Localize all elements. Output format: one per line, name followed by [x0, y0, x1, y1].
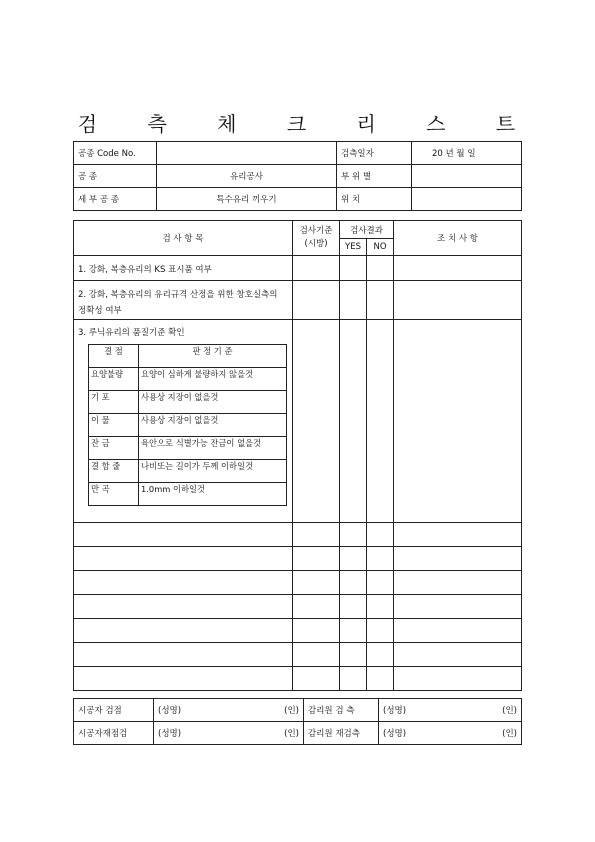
action-cell[interactable] — [394, 667, 522, 691]
header-row-code — [74, 142, 522, 165]
part-label: 부 위 별 — [337, 165, 412, 188]
defect-criteria: 요양이 심하게 불량하지 않을것 — [139, 368, 287, 391]
col-action-header: 조 치 사 항 — [394, 221, 522, 256]
item-cell[interactable] — [74, 667, 293, 691]
check-item-2: 2. 강화, 복층유리의 유리규격 산정을 위한 창호실측의 정확성 여부 — [74, 281, 293, 320]
quality-row — [89, 483, 287, 506]
item-cell[interactable] — [74, 571, 293, 595]
quality-row — [89, 437, 287, 460]
part-value[interactable] — [412, 165, 522, 188]
col-standard-header — [293, 221, 340, 256]
quality-row — [89, 391, 287, 414]
quality-row — [89, 368, 287, 391]
blank-row — [74, 643, 522, 667]
col-standard-line2: (시방) — [304, 239, 328, 249]
no-cell[interactable] — [367, 547, 394, 571]
signature-table — [73, 698, 522, 745]
name-placeholder: (성명) — [383, 706, 407, 716]
quality-criteria-table — [88, 344, 287, 506]
work-label: 공 종 — [74, 165, 157, 188]
standard-cell[interactable] — [293, 667, 340, 691]
work-value[interactable]: 유리공사 — [157, 165, 337, 188]
defect-criteria: 사용상 지장이 없을것 — [139, 414, 287, 437]
col-item-header: 검 사 항 목 — [74, 221, 293, 256]
name-placeholder: (성명) — [383, 729, 407, 739]
defect-name: 잔 금 — [89, 437, 139, 460]
no-cell[interactable] — [367, 320, 394, 523]
standard-cell[interactable] — [293, 281, 340, 320]
checklist-row — [74, 320, 522, 523]
yes-cell[interactable] — [340, 523, 367, 547]
defect-criteria: 사용상 지장이 없을것 — [139, 391, 287, 414]
yes-cell[interactable] — [340, 571, 367, 595]
yes-cell[interactable] — [340, 281, 367, 320]
checklist-table — [73, 220, 522, 691]
yes-cell[interactable] — [340, 320, 367, 523]
no-cell[interactable] — [367, 281, 394, 320]
name-placeholder: (성명) — [158, 706, 182, 716]
standard-cell[interactable] — [293, 523, 340, 547]
col-result-header: 검사결과 — [340, 221, 394, 239]
defect-name: 요양불량 — [89, 368, 139, 391]
standard-cell[interactable] — [293, 571, 340, 595]
supervisor-recheck-label: 감리원 재검측 — [304, 722, 379, 745]
action-cell[interactable] — [394, 643, 522, 667]
seal-mark: (인) — [502, 729, 517, 739]
supervisor-recheck-sign[interactable] — [379, 722, 522, 745]
blank-row — [74, 523, 522, 547]
header-info-table — [73, 141, 522, 211]
yes-cell[interactable] — [340, 595, 367, 619]
supervisor-check-sign[interactable] — [379, 699, 522, 722]
defect-criteria: 1.0mm 이하일것 — [139, 483, 287, 506]
signature-row-check — [74, 699, 522, 722]
col-standard-line1: 검사기준 — [299, 226, 333, 236]
defect-name: 만 곡 — [89, 483, 139, 506]
checklist-header-row — [74, 221, 522, 239]
seal-mark: (인) — [284, 729, 299, 739]
action-cell[interactable] — [394, 320, 522, 523]
blank-row — [74, 619, 522, 643]
detail-value[interactable]: 특수유리 끼우기 — [157, 188, 337, 211]
no-cell[interactable] — [367, 523, 394, 547]
supervisor-check-label: 감리원 검 측 — [304, 699, 379, 722]
blank-row — [74, 547, 522, 571]
check-item-3: 3. 루닉유리의 품질기준 확인 — [78, 328, 185, 338]
standard-cell[interactable] — [293, 595, 340, 619]
defect-name: 이 물 — [89, 414, 139, 437]
contractor-check-sign[interactable] — [154, 699, 304, 722]
standard-cell[interactable] — [293, 643, 340, 667]
col-no-header: NO — [367, 239, 394, 256]
item-cell[interactable] — [74, 523, 293, 547]
yes-cell[interactable] — [340, 547, 367, 571]
no-cell[interactable] — [367, 595, 394, 619]
action-cell[interactable] — [394, 571, 522, 595]
name-placeholder: (성명) — [158, 729, 182, 739]
location-value[interactable] — [412, 188, 522, 211]
criteria-header: 판 정 기 준 — [139, 345, 287, 368]
signature-row-recheck — [74, 722, 522, 745]
standard-cell[interactable] — [293, 619, 340, 643]
header-row-work — [74, 165, 522, 188]
action-cell[interactable] — [394, 523, 522, 547]
check-item-3-cell — [74, 320, 293, 523]
item-cell[interactable] — [74, 619, 293, 643]
checklist-row — [74, 256, 522, 281]
contractor-recheck-label: 시공자재점검 — [74, 722, 154, 745]
yes-cell[interactable] — [340, 256, 367, 281]
yes-cell[interactable] — [340, 667, 367, 691]
no-cell[interactable] — [367, 643, 394, 667]
yes-cell[interactable] — [340, 643, 367, 667]
contractor-check-label: 시공자 검점 — [74, 699, 154, 722]
blank-row — [74, 595, 522, 619]
defect-header: 결 점 — [89, 345, 139, 368]
quality-header-row — [89, 345, 287, 368]
checklist-row — [74, 281, 522, 320]
contractor-recheck-sign[interactable] — [154, 722, 304, 745]
inspection-date-value[interactable]: 20 년 월 일 — [412, 142, 522, 165]
standard-cell[interactable] — [293, 320, 340, 523]
page-title: 검 측 체 크 리 스 트 — [77, 112, 538, 136]
action-cell[interactable] — [394, 547, 522, 571]
seal-mark: (인) — [284, 706, 299, 716]
standard-cell[interactable] — [293, 256, 340, 281]
blank-row — [74, 667, 522, 691]
seal-mark: (인) — [502, 706, 517, 716]
work-code-label: 공종 Code No. — [74, 142, 157, 165]
defect-name: 결 함 줄 — [89, 460, 139, 483]
work-code-value[interactable] — [157, 142, 337, 165]
quality-row — [89, 460, 287, 483]
yes-cell[interactable] — [340, 619, 367, 643]
col-yes-header: YES — [340, 239, 367, 256]
no-cell[interactable] — [367, 619, 394, 643]
no-cell[interactable] — [367, 571, 394, 595]
action-cell[interactable] — [394, 595, 522, 619]
no-cell[interactable] — [367, 256, 394, 281]
defect-criteria: 나비또는 길이가 두께 이하일것 — [139, 460, 287, 483]
header-row-detail — [74, 188, 522, 211]
detail-label: 세 부 공 종 — [74, 188, 157, 211]
item-cell[interactable] — [74, 595, 293, 619]
no-cell[interactable] — [367, 667, 394, 691]
blank-row — [74, 571, 522, 595]
standard-cell[interactable] — [293, 547, 340, 571]
defect-name: 기 포 — [89, 391, 139, 414]
quality-row — [89, 414, 287, 437]
defect-criteria: 육안으로 식별가능 잔금이 없을것 — [139, 437, 287, 460]
location-label: 위 치 — [337, 188, 412, 211]
item-cell[interactable] — [74, 643, 293, 667]
check-item-1: 1. 강화, 복층유리의 KS 표시품 여부 — [74, 256, 293, 281]
action-cell[interactable] — [394, 281, 522, 320]
inspection-date-label: 검측일자 — [337, 142, 412, 165]
action-cell[interactable] — [394, 256, 522, 281]
item-cell[interactable] — [74, 547, 293, 571]
action-cell[interactable] — [394, 619, 522, 643]
